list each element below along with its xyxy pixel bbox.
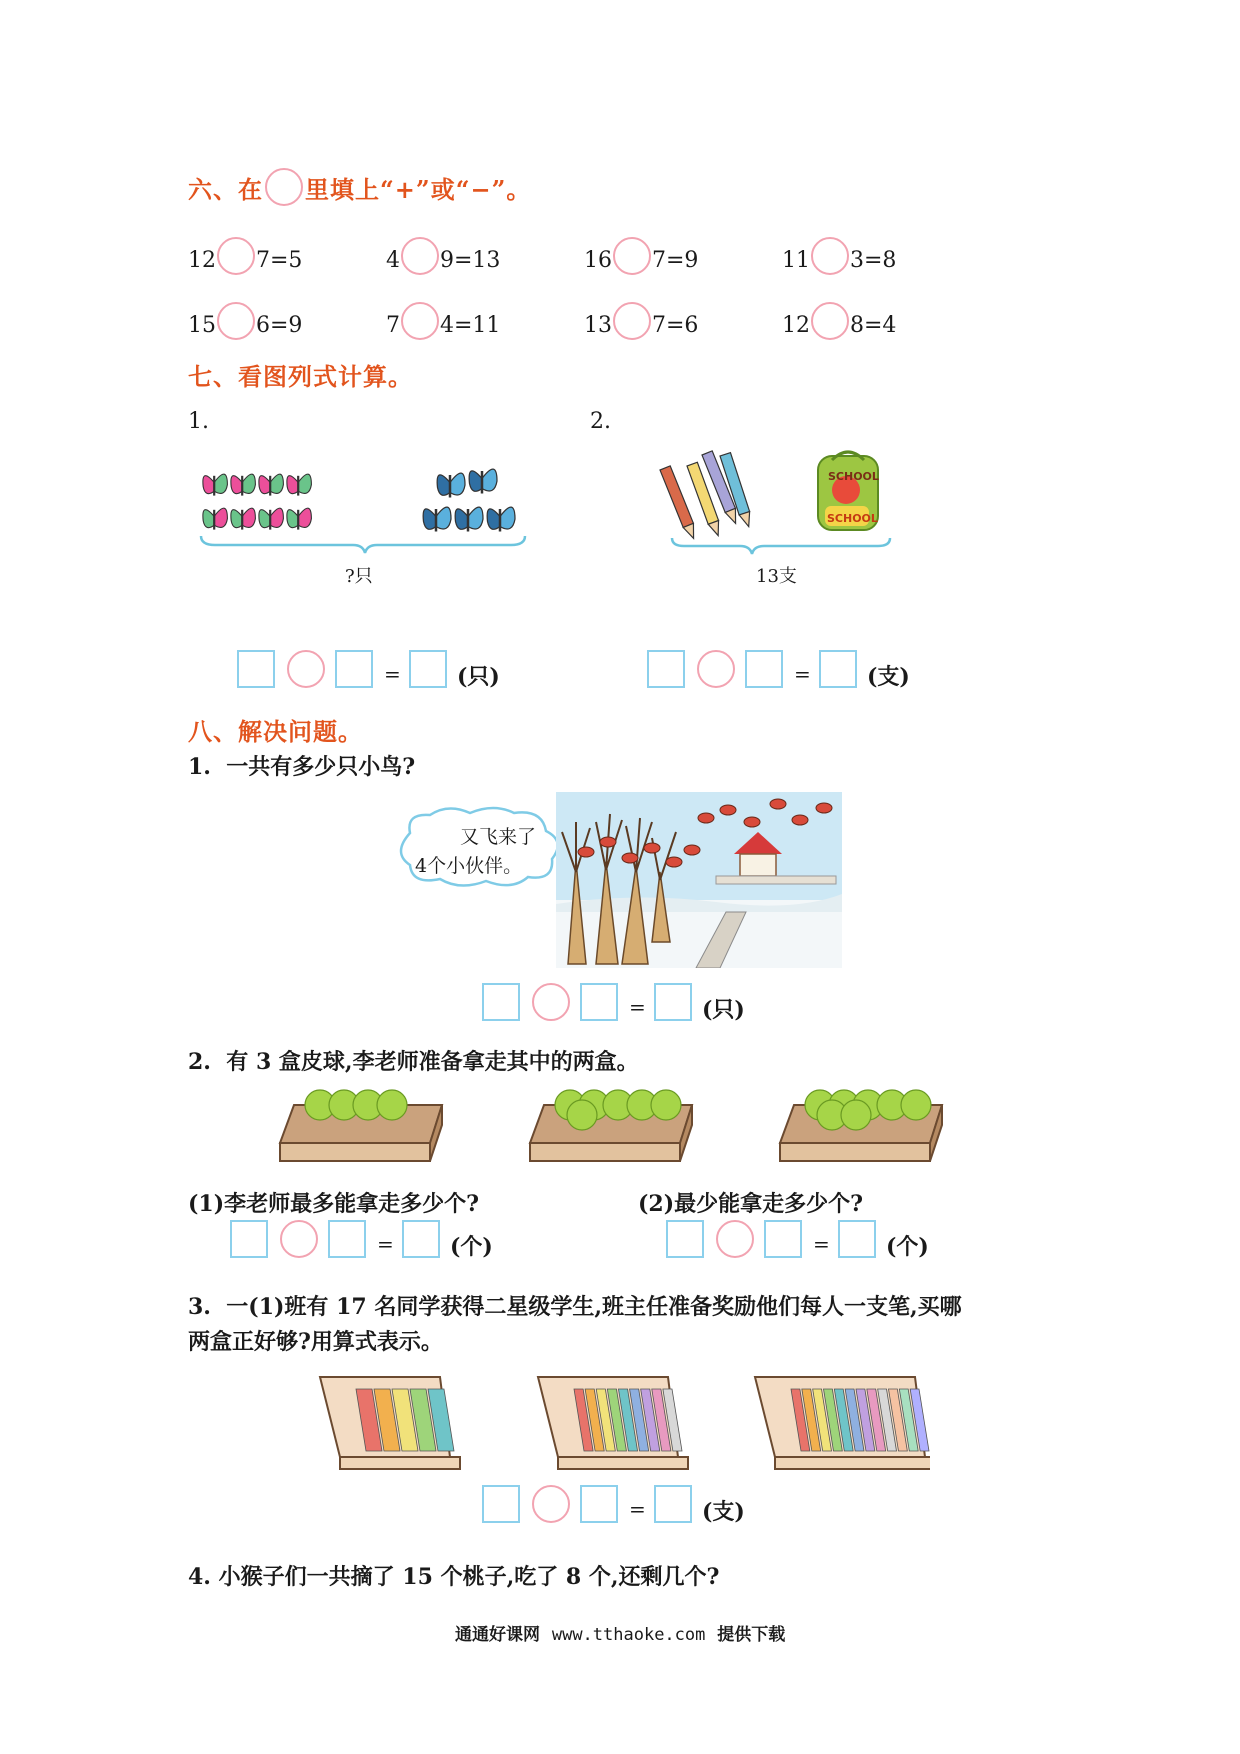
unit-label: (个) xyxy=(450,1234,493,1260)
bag-label-bottom: SCHOOL xyxy=(827,512,878,525)
butterfly-icon xyxy=(469,469,497,493)
section-6-title-post: 里填上“+”或“−”。 xyxy=(305,175,532,204)
operator-circle[interactable] xyxy=(716,1220,754,1258)
fill-sign-exercise xyxy=(782,237,896,275)
exercise-right-side: 8=4 xyxy=(850,313,897,338)
exercise-left-number: 13 xyxy=(584,313,612,338)
sign-answer-circle[interactable] xyxy=(811,237,849,275)
question-3-line-1 xyxy=(188,1290,962,1321)
question-3-text-1: 一(1)班有 17 名同学获得二星级学生,班主任准备奖励他们每人一支笔,买哪 xyxy=(226,1294,962,1320)
question-2-sub-2: (2)最少能拿走多少个? xyxy=(638,1191,864,1217)
ball-boxes xyxy=(276,1085,976,1175)
operator-circle[interactable] xyxy=(697,650,735,688)
answer-box-result[interactable] xyxy=(402,1220,440,1258)
ball-box xyxy=(780,1090,942,1161)
butterfly-icon xyxy=(287,508,312,529)
question-2-number: 2. xyxy=(188,1049,211,1075)
exercise-left-number: 16 xyxy=(584,248,612,273)
sign-answer-circle[interactable] xyxy=(401,302,439,340)
answer-box-2[interactable] xyxy=(745,650,783,688)
exercise-right-side: 7=5 xyxy=(256,248,303,273)
section-6-title-pre: 六、在 xyxy=(188,175,263,204)
pen-box xyxy=(538,1377,688,1469)
question-2-sub-1: (1)李老师最多能拿走多少个? xyxy=(188,1191,480,1217)
butterfly-icon xyxy=(231,508,256,529)
exercise-left-number: 7 xyxy=(386,313,400,338)
sign-answer-circle[interactable] xyxy=(217,237,255,275)
equals-sign: = xyxy=(629,1497,646,1521)
exercise-right-side: 7=6 xyxy=(652,313,699,338)
butterfly-icon xyxy=(203,474,228,495)
question-4-number: 4. xyxy=(188,1564,211,1590)
operator-circle[interactable] xyxy=(287,650,325,688)
footer xyxy=(455,1620,785,1645)
unit-label: (只) xyxy=(702,997,745,1023)
bird-icon xyxy=(666,857,682,867)
unit-label: (只) xyxy=(457,664,500,690)
problem-1-number: 1. xyxy=(188,409,209,434)
footer-url[interactable]: www.tthaoke.com xyxy=(551,1625,706,1645)
fill-sign-exercise xyxy=(386,302,500,340)
equals-sign: = xyxy=(377,1232,394,1256)
equals-sign: = xyxy=(384,662,401,686)
question-3-number: 3. xyxy=(188,1294,211,1320)
ball-box xyxy=(280,1090,442,1161)
sign-answer-circle[interactable] xyxy=(401,237,439,275)
pencils xyxy=(660,451,754,541)
butterfly-icon xyxy=(203,508,228,529)
answer-circle xyxy=(265,168,303,206)
question-1 xyxy=(188,750,415,781)
bird-icon xyxy=(744,817,760,827)
bird-icon xyxy=(622,853,638,863)
question-2-text: 有 3 盒皮球,李老师准备拿走其中的两盒。 xyxy=(226,1049,639,1075)
butterfly-icon xyxy=(437,473,465,497)
operator-circle[interactable] xyxy=(280,1220,318,1258)
bubble-line-2: 4个小伙伴。 xyxy=(415,855,523,877)
answer-box-result[interactable] xyxy=(838,1220,876,1258)
exercise-right-side: 6=9 xyxy=(256,313,303,338)
answer-box-1[interactable] xyxy=(666,1220,704,1258)
bag-label-top: SCHOOL xyxy=(828,470,879,483)
fill-sign-exercise xyxy=(386,237,500,275)
exercise-left-number: 12 xyxy=(782,313,810,338)
answer-box-result[interactable] xyxy=(654,1485,692,1523)
fill-sign-exercise xyxy=(188,302,302,340)
sign-answer-circle[interactable] xyxy=(613,302,651,340)
brace-label-2: 13支 xyxy=(756,566,797,587)
exercise-right-side: 4=11 xyxy=(440,313,501,338)
operator-circle[interactable] xyxy=(532,1485,570,1523)
butterfly-icon xyxy=(259,508,284,529)
exercise-left-number: 4 xyxy=(386,248,400,273)
answer-box-2[interactable] xyxy=(764,1220,802,1258)
bird-icon xyxy=(600,837,616,847)
bird-icon xyxy=(792,815,808,825)
answer-box-1[interactable] xyxy=(230,1220,268,1258)
equals-sign: = xyxy=(629,995,646,1019)
exercise-right-side: 3=8 xyxy=(850,248,897,273)
section-8-title: 八、解决问题。 xyxy=(188,717,363,746)
answer-box-2[interactable] xyxy=(335,650,373,688)
bird-icon xyxy=(720,805,736,815)
brace-label-1: ?只 xyxy=(345,566,373,587)
section-6-title xyxy=(188,168,531,206)
answer-box-2[interactable] xyxy=(328,1220,366,1258)
pen-box xyxy=(320,1377,460,1469)
answer-box-1[interactable] xyxy=(482,983,520,1021)
butterfly-icon xyxy=(423,507,451,531)
question-4-text: 小猴子们一共摘了 15 个桃子,吃了 8 个,还剩几个? xyxy=(218,1564,720,1590)
question-1-text: 一共有多少只小鸟? xyxy=(226,754,416,780)
butterfly-icon xyxy=(287,474,312,495)
exercise-right-side: 9=13 xyxy=(440,248,501,273)
answer-box-1[interactable] xyxy=(482,1485,520,1523)
pen-boxes xyxy=(310,1365,930,1475)
exercise-left-number: 11 xyxy=(782,248,810,273)
exercise-left-number: 12 xyxy=(188,248,216,273)
question-3-line-2: 两盒正好够?用算式表示。 xyxy=(188,1329,443,1355)
answer-box-2[interactable] xyxy=(580,983,618,1021)
answer-box-result[interactable] xyxy=(654,983,692,1021)
butterfly-icon xyxy=(455,507,483,531)
sign-answer-circle[interactable] xyxy=(217,302,255,340)
fill-sign-exercise xyxy=(584,302,698,340)
exercise-left-number: 15 xyxy=(188,313,216,338)
answer-box-1[interactable] xyxy=(237,650,275,688)
bird-icon xyxy=(770,799,786,809)
bird-icon xyxy=(816,803,832,813)
question-4 xyxy=(188,1560,719,1591)
operator-circle[interactable] xyxy=(532,983,570,1021)
pen-box xyxy=(755,1377,930,1469)
footer-site-name: 通通好课网 xyxy=(455,1625,540,1645)
question-2 xyxy=(188,1045,639,1076)
question-1-number: 1. xyxy=(188,754,211,780)
unit-label: (个) xyxy=(886,1234,929,1260)
bird-icon xyxy=(698,813,714,823)
sign-answer-circle[interactable] xyxy=(811,302,849,340)
footer-download-text: 提供下载 xyxy=(717,1625,786,1645)
fill-sign-exercise xyxy=(188,237,302,275)
equals-sign: = xyxy=(794,662,811,686)
sign-answer-circle[interactable] xyxy=(613,237,651,275)
winter-birds-scene xyxy=(556,792,842,968)
butterfly-icon xyxy=(231,474,256,495)
bird-icon xyxy=(578,847,594,857)
bird-icon xyxy=(644,843,660,853)
answer-box-2[interactable] xyxy=(580,1485,618,1523)
bird-icon xyxy=(684,845,700,855)
unit-label: (支) xyxy=(867,664,910,690)
ball-box xyxy=(530,1090,692,1161)
section-7-title: 七、看图列式计算。 xyxy=(188,362,413,391)
bubble-line-1: 又飞来了 xyxy=(460,826,537,848)
problem-2-number: 2. xyxy=(590,409,611,434)
equals-sign: = xyxy=(813,1232,830,1256)
butterfly-icon xyxy=(487,507,515,531)
fill-sign-exercise xyxy=(782,302,896,340)
unit-label: (支) xyxy=(702,1499,745,1525)
fill-sign-exercise xyxy=(584,237,698,275)
butterfly-icon xyxy=(259,474,284,495)
answer-box-result[interactable] xyxy=(409,650,447,688)
answer-box-result[interactable] xyxy=(819,650,857,688)
exercise-right-side: 7=9 xyxy=(652,248,699,273)
answer-box-1[interactable] xyxy=(647,650,685,688)
